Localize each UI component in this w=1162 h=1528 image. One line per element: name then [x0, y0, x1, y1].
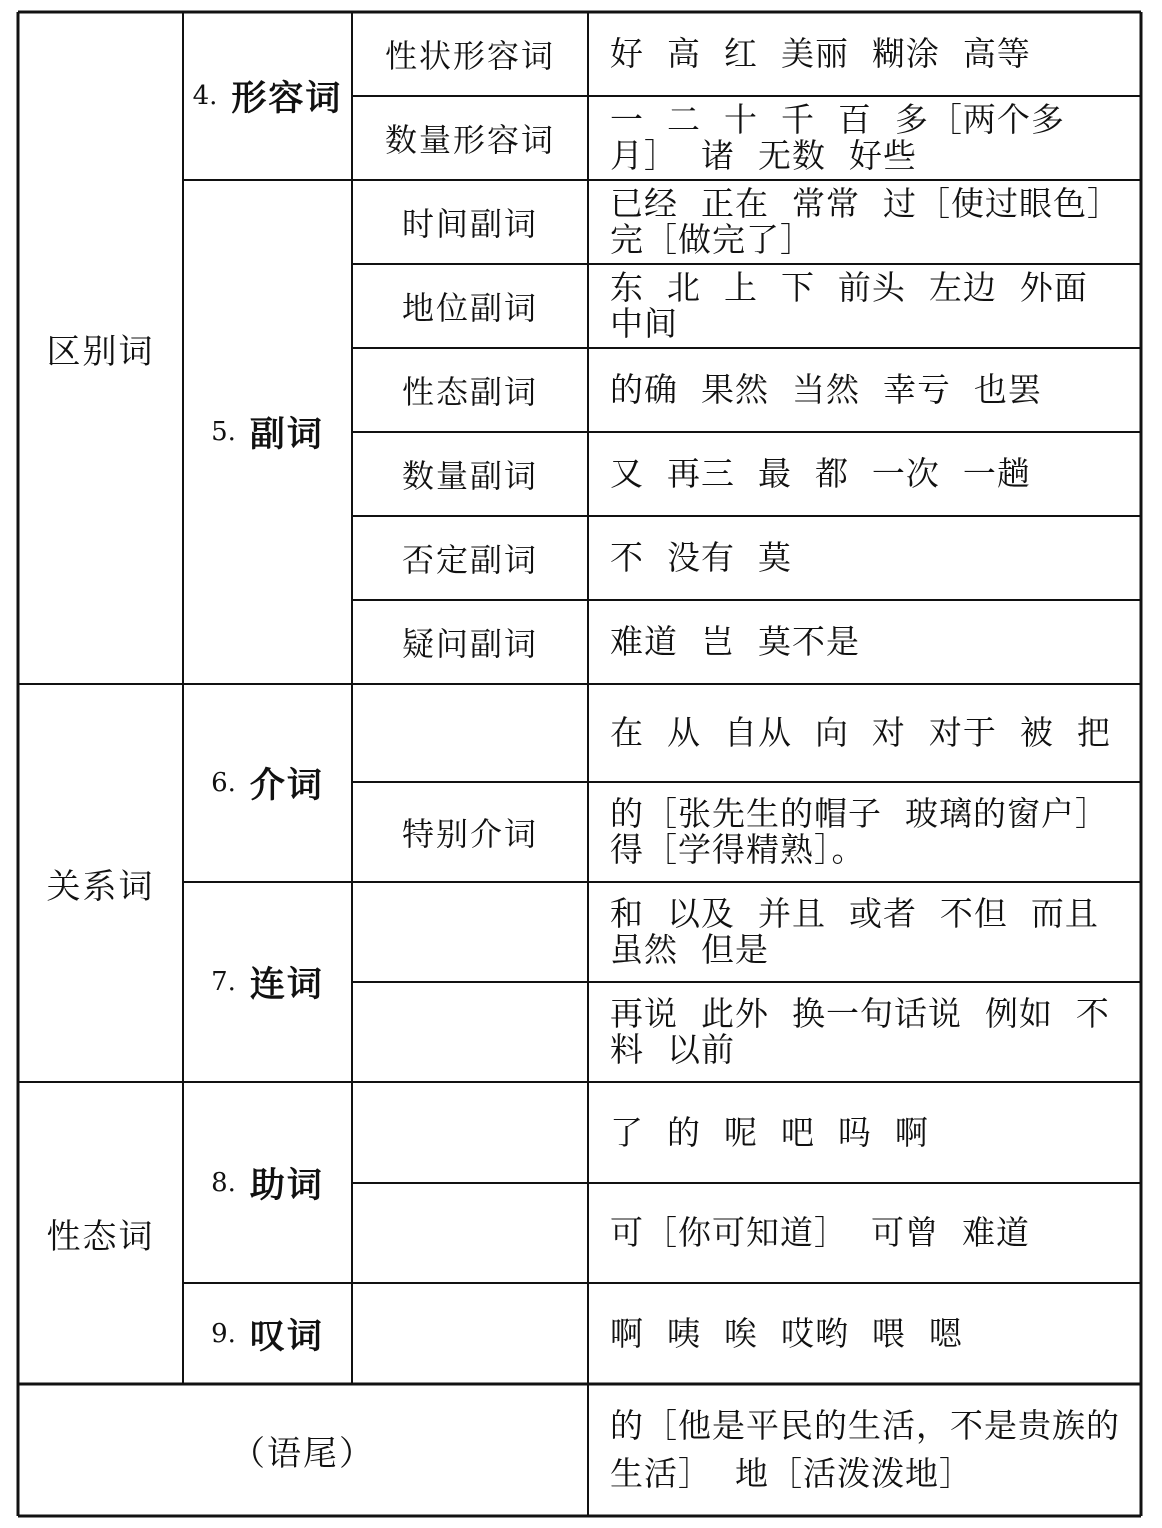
examples-text: 好 高 红 美丽 糊涂 高等	[610, 34, 1031, 73]
subtype-cell	[352, 180, 588, 264]
pos-number: 8.	[211, 1167, 236, 1198]
examples-cell	[588, 1283, 1141, 1384]
pos-cell	[183, 12, 352, 180]
subtype-cell	[352, 96, 588, 180]
pos-name: 助词	[249, 1165, 324, 1206]
pos-name: 介词	[249, 766, 324, 806]
subtype-cell	[352, 1183, 588, 1283]
examples-cell	[588, 882, 1141, 982]
examples-cell	[588, 516, 1141, 600]
examples-cell	[588, 982, 1141, 1082]
subtype-label: 否定副词	[401, 541, 538, 579]
examples-text: 已经 正在 常常 过［使过眼色］ 完［做完了］	[610, 184, 1144, 259]
examples-text: 难道 岂 莫不是	[610, 622, 860, 661]
pos-name: 叹词	[249, 1316, 324, 1357]
examples-cell	[588, 600, 1141, 684]
pos-number: 7.	[211, 967, 236, 997]
examples-text: 了 的 呢 吧 吗 啊	[610, 1112, 929, 1152]
group-label: 区别词	[46, 331, 155, 372]
pos-number: 6.	[211, 768, 236, 798]
subtype-label: 数量副词	[401, 457, 538, 495]
pos-name: 形容词	[231, 79, 343, 119]
group-cell	[18, 684, 183, 1082]
pos-cell	[183, 180, 352, 684]
pos-name: 副词	[249, 415, 324, 455]
group-cell	[18, 12, 183, 684]
footer-label: （语尾）	[231, 1433, 375, 1474]
examples-text: 和 以及 并且 或者 不但 而且 虽然 但是	[610, 894, 1122, 969]
subtype-cell	[352, 982, 588, 1082]
subtype-cell	[352, 684, 588, 782]
footer-examples-cell	[588, 1384, 1141, 1516]
examples-text: 一 二 十 千 百 多［两个多月］ 诸 无数 好些	[610, 100, 1065, 175]
examples-cell	[588, 684, 1141, 782]
examples-cell	[588, 12, 1141, 96]
subtype-cell	[352, 264, 588, 348]
examples-text: 又 再三 最 都 一次 一趟	[610, 454, 1031, 493]
examples-cell	[588, 96, 1141, 180]
examples-text: 的确 果然 当然 幸亏 也罢	[610, 370, 1042, 409]
subtype-cell	[352, 1283, 588, 1384]
pos-cell	[183, 882, 352, 1082]
examples-cell	[588, 348, 1141, 432]
examples-text: 不 没有 莫	[610, 538, 792, 577]
examples-cell	[588, 782, 1141, 882]
examples-text: 的［张先生的帽子 玻璃的窗户］得［学得精熟］。	[610, 794, 1109, 869]
subtype-cell	[352, 782, 588, 882]
examples-cell	[588, 180, 1144, 264]
footer-examples: 的［他是平民的生活，不是贵族的生活］ 地［活泼泼地］	[610, 1406, 1120, 1493]
subtype-cell	[352, 12, 588, 96]
pos-cell	[183, 684, 352, 882]
examples-cell	[588, 1082, 1141, 1183]
examples-text: 可［你可知道］ 可曾 难道	[610, 1213, 1030, 1252]
subtype-label: 地位副词	[401, 289, 538, 327]
examples-text: 在 从 自从 向 对 对于 被 把	[610, 713, 1111, 752]
subtype-cell	[352, 348, 588, 432]
examples-text: 东 北 上 下 前头 左边 外面 中间	[610, 268, 1111, 343]
pos-number: 5.	[211, 417, 236, 447]
subtype-cell	[352, 882, 588, 982]
group-cell	[18, 1082, 183, 1384]
group-label: 性态词	[46, 1216, 155, 1257]
footer-label-cell	[18, 1384, 588, 1516]
examples-cell	[588, 264, 1141, 348]
pos-cell	[183, 1283, 352, 1384]
group-label: 关系词	[46, 866, 155, 907]
examples-text: 再说 此外 换一句话说 例如 不料 以前	[610, 994, 1110, 1069]
pos-number: 9.	[211, 1318, 236, 1349]
subtype-label: 性状形容词	[384, 37, 555, 75]
subtype-cell	[352, 1082, 588, 1183]
pos-number: 4.	[192, 81, 218, 111]
subtype-label: 数量形容词	[384, 121, 555, 159]
subtype-cell	[352, 516, 588, 600]
subtype-label: 特别介词	[401, 815, 538, 853]
subtype-cell	[352, 600, 588, 684]
subtype-label: 性态副词	[401, 373, 538, 411]
examples-cell	[588, 432, 1141, 516]
examples-cell	[588, 1183, 1141, 1283]
subtype-cell	[352, 432, 588, 516]
pos-cell	[183, 1082, 352, 1283]
subtype-label: 时间副词	[401, 205, 538, 243]
examples-text: 啊 咦 唉 哎哟 喂 嗯	[610, 1313, 963, 1353]
pos-name: 连词	[249, 965, 324, 1005]
subtype-label: 疑问副词	[401, 625, 538, 663]
